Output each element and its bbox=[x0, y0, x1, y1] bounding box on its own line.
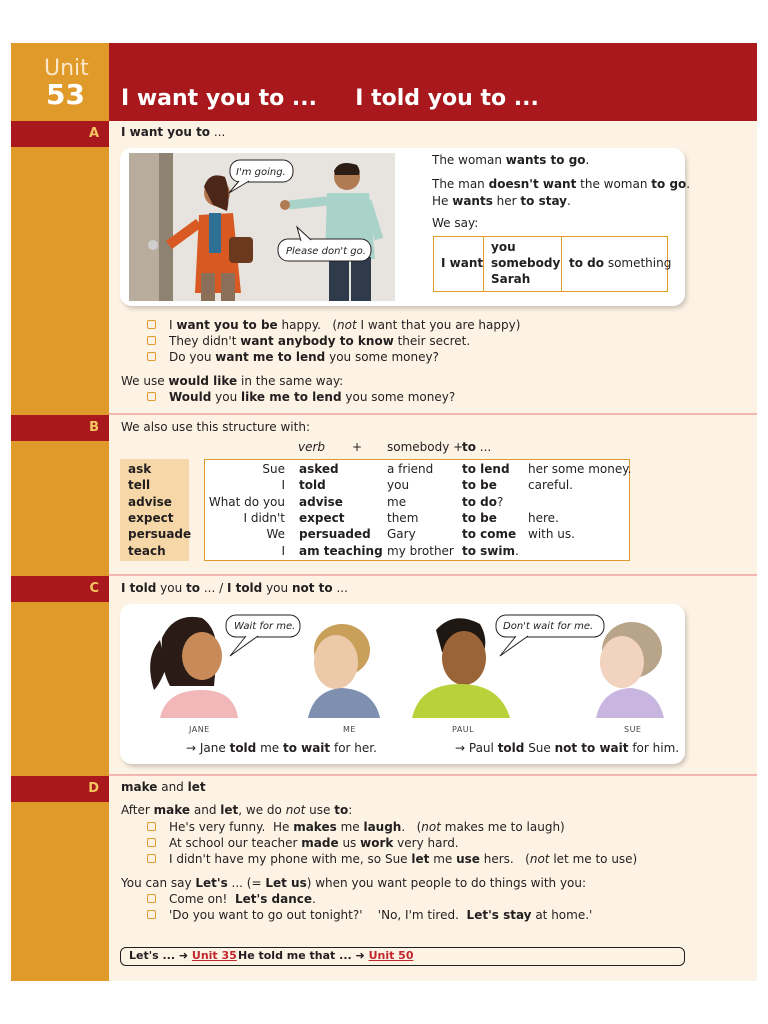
row-to-with-rest: to do? bbox=[462, 495, 504, 509]
bullet bbox=[147, 822, 156, 831]
example-d-4: Come on! Let's dance. bbox=[169, 892, 316, 906]
row-verb: asked bbox=[299, 462, 339, 476]
man-sentence: The man doesn't want the woman to go. bbox=[432, 177, 691, 191]
row-to: to be bbox=[462, 511, 497, 525]
row-to: to be bbox=[462, 478, 497, 492]
section-c-heading: I told you to ... / I told you not to ... bbox=[121, 581, 348, 595]
row-somebody: Gary bbox=[387, 527, 416, 541]
conversation-illustration bbox=[130, 608, 680, 718]
section-c-tab: C bbox=[11, 576, 109, 602]
lets-intro: You can say Let's ... (= Let us) when you want people to do things with you: bbox=[121, 876, 587, 890]
example-a-2: They didn't want anybody to know their secret. bbox=[169, 334, 471, 348]
bullet bbox=[147, 910, 156, 919]
row-somebody: a friend bbox=[387, 462, 434, 476]
verb-persuade: persuade bbox=[128, 527, 192, 541]
row-somebody: you bbox=[387, 478, 410, 492]
row-verb: expect bbox=[299, 511, 345, 525]
example-d-3: I didn't have my phone with me, so Sue let me use hers. (not let me to use) bbox=[169, 852, 638, 866]
example-d-2: At school our teacher made us work very hard. bbox=[169, 836, 459, 850]
row-subject: Sue bbox=[262, 462, 285, 476]
row-rest: here. bbox=[528, 511, 559, 525]
table-to-do-something: to do something bbox=[569, 256, 672, 270]
row-somebody: my brother bbox=[387, 544, 454, 558]
header-somebody: somebody + bbox=[387, 440, 464, 454]
row-to: to come bbox=[462, 527, 517, 541]
row-subject: We bbox=[266, 527, 285, 541]
example-d-5: 'Do you want to go out tonight?' 'No, I'm tired. Let's stay at home.' bbox=[169, 908, 593, 922]
table-i-want: I want bbox=[441, 256, 484, 270]
section-b-intro: We also use this structure with: bbox=[121, 420, 310, 434]
bullet bbox=[147, 838, 156, 847]
woman-sentence: The woman wants to go. bbox=[432, 153, 590, 167]
bullet bbox=[147, 320, 156, 329]
verb-expect: expect bbox=[128, 511, 174, 525]
row-verb: persuaded bbox=[299, 527, 371, 541]
section-a-heading: I want you to ... bbox=[121, 125, 226, 139]
row-to-with-rest: to swim. bbox=[462, 544, 519, 558]
example-d-1: He's very funny. He makes me laugh. (not makes me to laugh) bbox=[169, 820, 565, 834]
row-rest: careful. bbox=[528, 478, 573, 492]
unit-number: 53 bbox=[46, 78, 85, 111]
section-d-rule bbox=[109, 774, 757, 776]
speech-bubble-wait: Wait for me. bbox=[234, 621, 296, 632]
bullet bbox=[147, 392, 156, 401]
link-unit-35[interactable]: Unit 35 bbox=[191, 949, 237, 962]
bullet bbox=[147, 894, 156, 903]
row-subject: I bbox=[281, 478, 285, 492]
bullet bbox=[147, 352, 156, 361]
would-like-intro: We use would like in the same way: bbox=[121, 374, 344, 388]
verb-tell: tell bbox=[128, 478, 151, 492]
paul-sentence: → Paul told Sue not to wait for him. bbox=[455, 741, 680, 755]
row-somebody: them bbox=[387, 511, 419, 525]
speech-bubble-dont-wait: Don't wait for me. bbox=[503, 621, 594, 632]
caption-jane: JANE bbox=[189, 725, 210, 734]
header-plus: + bbox=[352, 440, 363, 454]
he-sentence: He wants her to stay. bbox=[432, 194, 571, 208]
example-a-3: Do you want me to lend you some money? bbox=[169, 350, 439, 364]
cross-reference-2: He told me that ... ➜ Unit 50 bbox=[238, 949, 414, 962]
row-verb: told bbox=[299, 478, 326, 492]
would-like-example: Would you like me to lend you some money? bbox=[169, 390, 456, 404]
section-d-tab: D bbox=[11, 776, 109, 802]
row-verb: am teaching bbox=[299, 544, 383, 558]
section-d-heading: make and let bbox=[121, 780, 206, 794]
header-to: to ... bbox=[462, 440, 492, 454]
row-rest: her some money. bbox=[528, 462, 632, 476]
link-unit-50[interactable]: Unit 50 bbox=[368, 949, 414, 962]
we-say-label: We say: bbox=[432, 216, 479, 230]
row-subject: What do you bbox=[208, 495, 285, 509]
table-sarah: Sarah bbox=[491, 272, 531, 286]
header-verb: verb bbox=[298, 440, 326, 454]
row-subject: I bbox=[281, 544, 285, 558]
row-subject: I didn't bbox=[243, 511, 285, 525]
caption-paul: PAUL bbox=[452, 725, 475, 734]
jane-sentence: → Jane told me to wait for her. bbox=[186, 741, 377, 755]
speech-bubble-please-dont-go: Please don't go. bbox=[286, 246, 366, 257]
sidebar bbox=[11, 43, 109, 981]
section-b-rule bbox=[109, 413, 757, 415]
section-c-rule bbox=[109, 574, 757, 576]
row-verb: advise bbox=[299, 495, 343, 509]
section-b-tab: B bbox=[11, 415, 109, 441]
verb-advise: advise bbox=[128, 495, 172, 509]
row-somebody: me bbox=[387, 495, 407, 509]
speech-bubble-im-going: I'm going. bbox=[236, 167, 286, 178]
structure-table bbox=[433, 236, 672, 292]
unit-label: Unit bbox=[44, 56, 89, 81]
caption-sue: SUE bbox=[624, 725, 642, 734]
verb-teach: teach bbox=[128, 544, 166, 558]
make-let-intro: After make and let, we do not use to: bbox=[121, 803, 353, 817]
verb-ask: ask bbox=[128, 462, 152, 476]
bullet bbox=[147, 336, 156, 345]
cross-reference-1: Let's ... ➜ Unit 35 bbox=[129, 949, 237, 962]
page-title: I want you to ... I told you to ... bbox=[121, 86, 539, 111]
table-you: you bbox=[491, 240, 516, 254]
section-a-tab: A bbox=[11, 121, 109, 147]
caption-me: ME bbox=[343, 725, 356, 734]
row-rest: with us. bbox=[528, 527, 575, 541]
table-somebody: somebody bbox=[491, 256, 561, 270]
example-a-1: I want you to be happy. (not I want that you are happy) bbox=[169, 318, 521, 332]
row-to: to lend bbox=[462, 462, 510, 476]
bullet bbox=[147, 854, 156, 863]
